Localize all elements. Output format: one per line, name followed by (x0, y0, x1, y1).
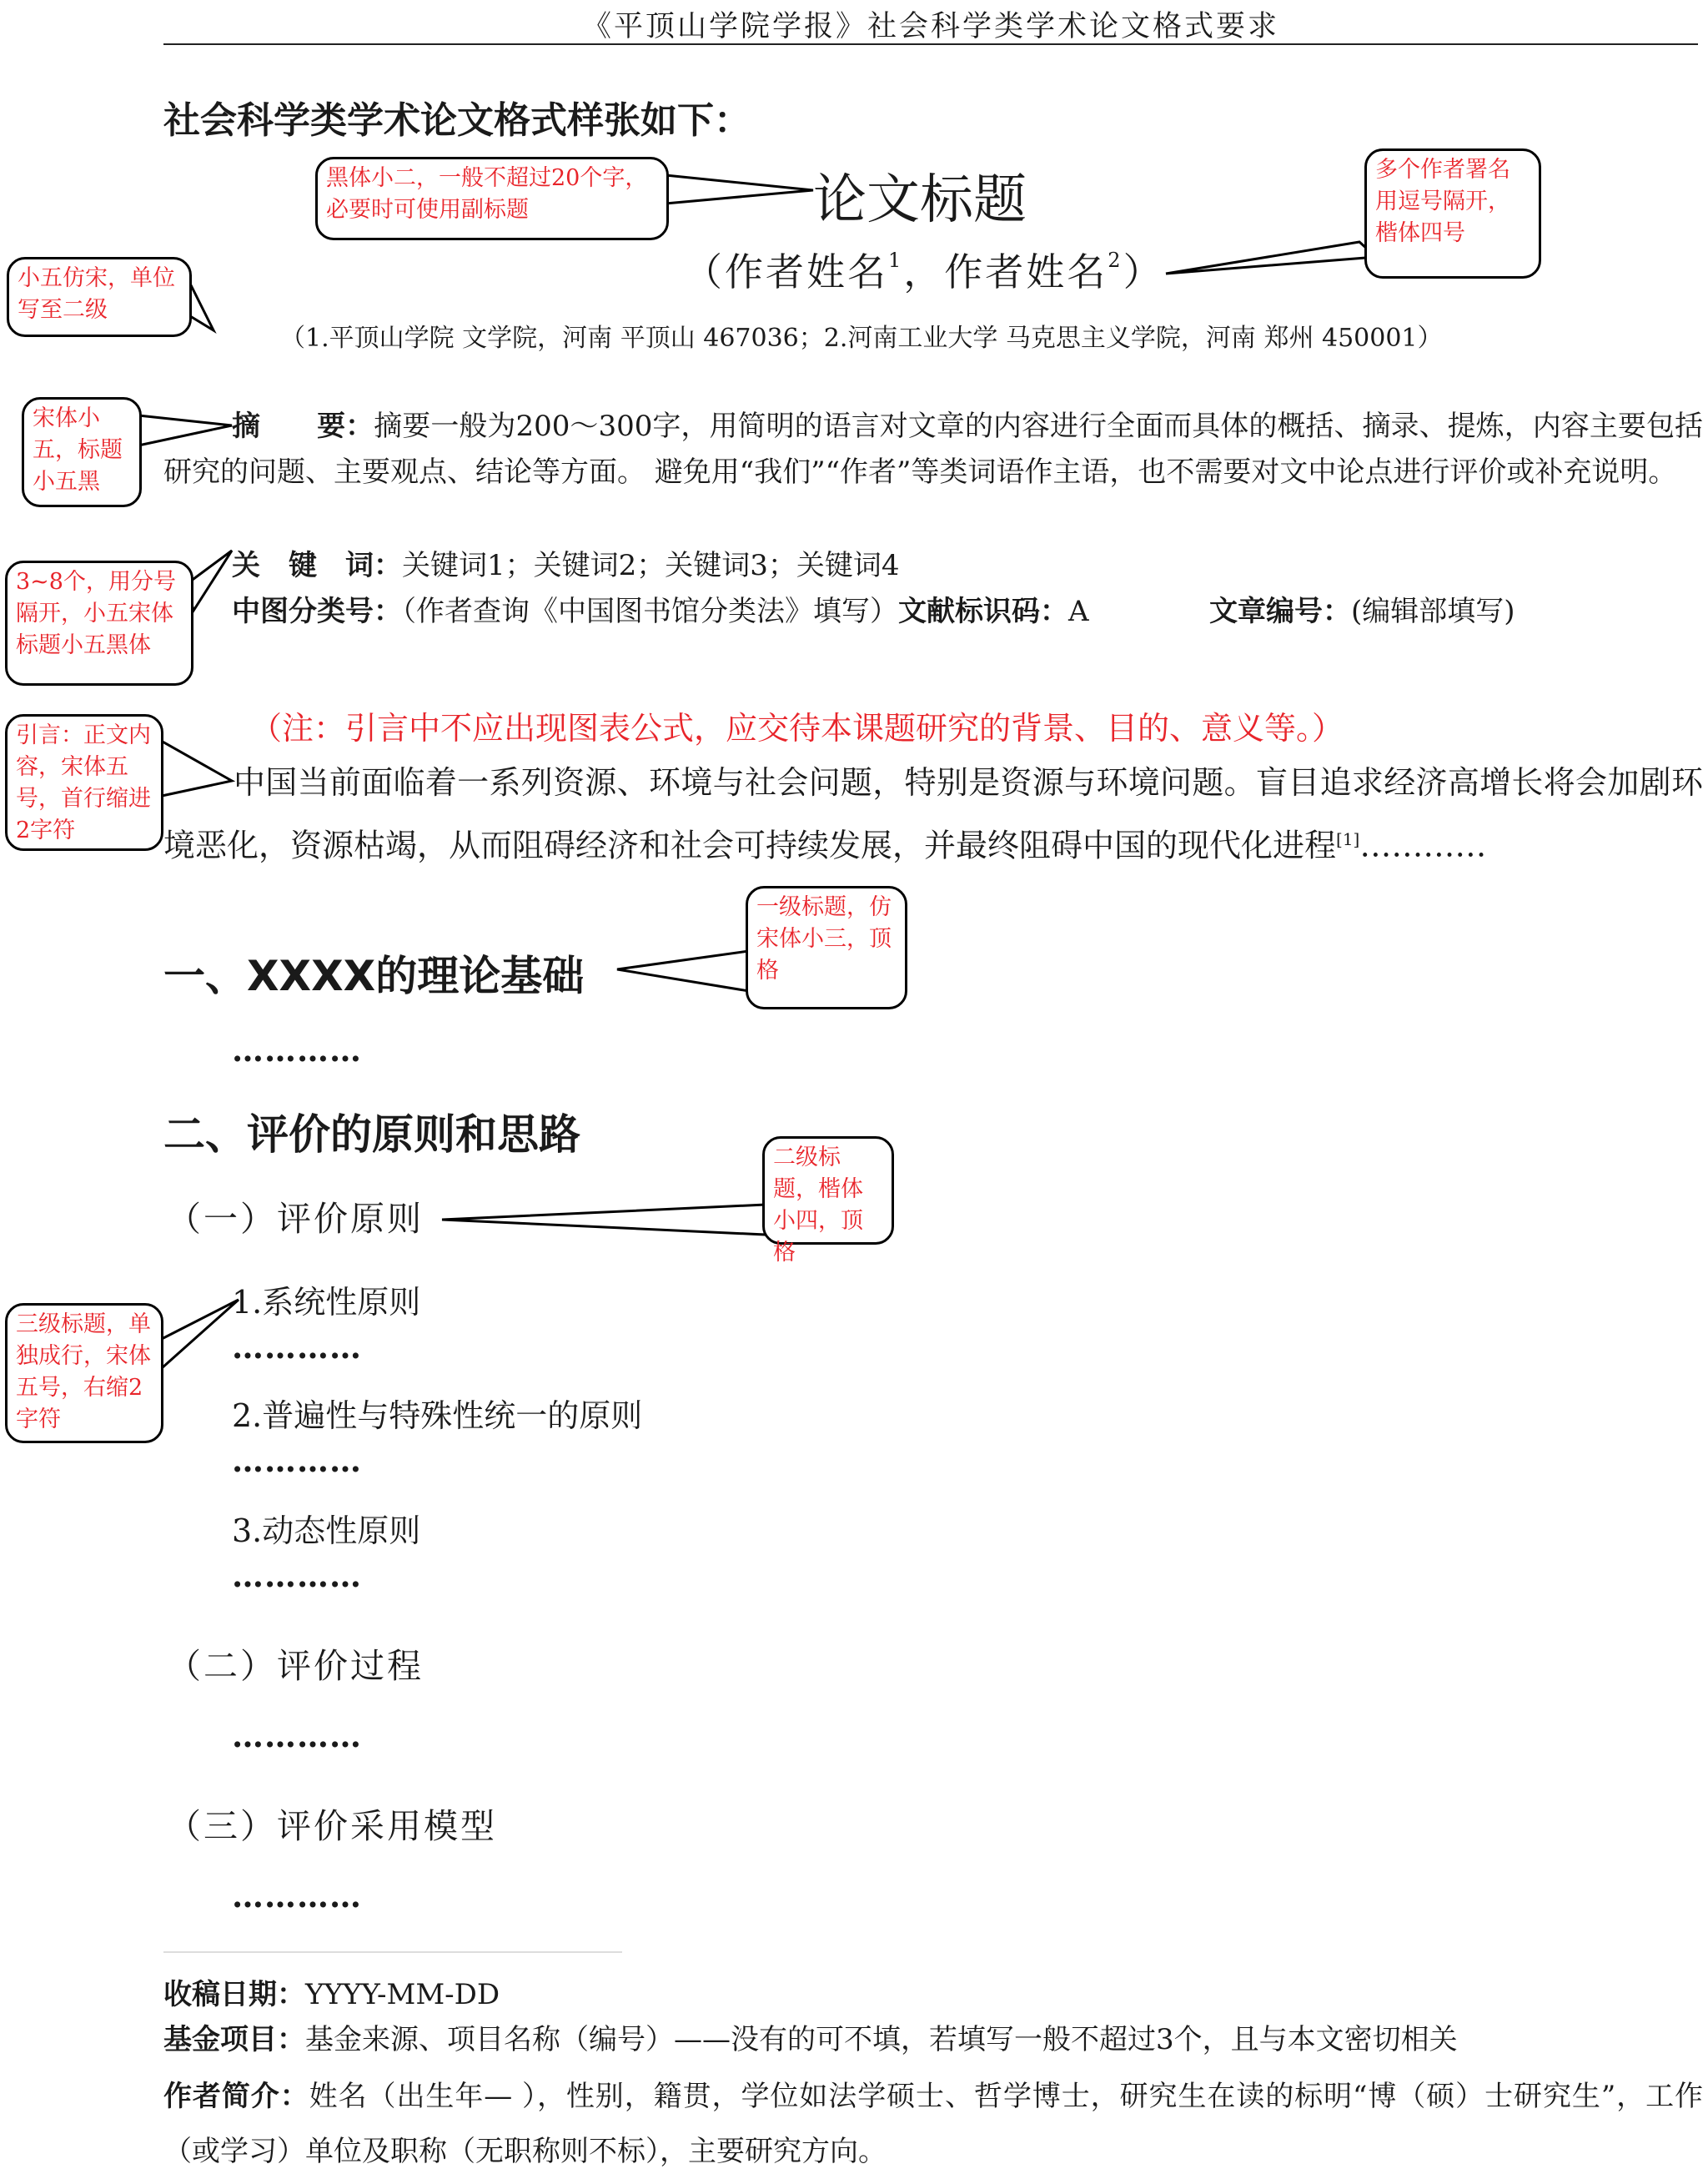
clc-text: （作者查询《中国图书馆分类法》填写） (402, 595, 898, 628)
bio-label: 作者简介： (163, 2080, 309, 2113)
pointer-abstract (138, 415, 232, 445)
ellipsis-2: ………… (232, 1328, 362, 1366)
callout-title-spec: 黑体小二，一般不超过20个字，必要时可使用副标题 (315, 157, 669, 240)
intro-text: 中国当前面临着一系列资源、环境与社会问题，特别是资源与环境问题。盲目追求经济高增长将会加剧环境恶化，资源枯竭，从而阻碍经济和社会可持续发展，并最终阻碍中国的现代化进程 (163, 764, 1703, 864)
article-no-label: 文章编号： (1209, 595, 1351, 628)
heading-1-first: 一、XXXX的理论基础 (163, 952, 585, 1000)
affiliation-line: （1.平顶山学院 文学院，河南 平顶山 467036；2.河南工业大学 马克思主义学院，河南 郑州 450001） (280, 324, 1443, 353)
fund-label: 基金项目： (163, 2023, 305, 2056)
callout-keywords-spec: 3~8个，用分号隔开，小五宋体标题小五黑体 (5, 561, 193, 686)
callout-affil-spec: 小五仿宋，单位写至二级 (7, 257, 192, 337)
author-name-1: 作者姓名 (725, 249, 888, 294)
heading-3-third: 3.动态性原则 (232, 1512, 421, 1549)
author-sup-1: 1 (888, 248, 904, 272)
received-label: 收稿日期： (163, 1978, 305, 2011)
fund-text: 基金来源、项目名称（编号）——没有的可不填，若填写一般不超过3个，且与本文密切相关 (305, 2023, 1458, 2056)
doc-code-text: A (1068, 595, 1089, 628)
intro-ellipsis: ………… (1359, 827, 1487, 864)
ellipsis-3: ………… (232, 1442, 362, 1479)
paper-title: 论文标题 (813, 169, 1027, 231)
ellipsis-5: ………… (232, 1717, 362, 1754)
section-intro-heading: 社会科学类学术论文格式样张如下： (163, 99, 751, 142)
doc-code-label: 文献标识码： (898, 595, 1068, 628)
callout-h1-spec: 一级标题，仿宋体小三，顶格 (746, 886, 907, 1009)
heading-2-second: （二）评价过程 (167, 1646, 424, 1686)
bio-text: 姓名（出生年— ），性别，籍贯，学位如法学硕士、哲学博士，研究生在读的标明“博（硕）士研究生”，工作（或学习）单位及职称（无职称则不标），主要研究方向。 (163, 2080, 1703, 2168)
pointer-title (666, 175, 813, 204)
pointer-h3 (157, 1300, 239, 1368)
pointer-keywords (187, 551, 232, 611)
ellipsis-4: ………… (232, 1557, 362, 1594)
callout-abstract-spec: 宋体小五，标题小五黑 (22, 397, 142, 507)
author-close: ） (1123, 249, 1164, 294)
pointer-h1 (617, 951, 749, 991)
heading-2-third: （三）评价采用模型 (167, 1806, 497, 1846)
pointer-authors (1166, 242, 1376, 274)
callout-authors-spec: 多个作者署名用逗号隔开，楷体四号 (1364, 148, 1541, 279)
author-separator: ， (903, 249, 945, 294)
intro-citation: [1] (1336, 829, 1360, 849)
callout-h3-spec: 三级标题，单独成行，宋体五号，右缩2字符 (5, 1303, 163, 1443)
heading-2-first: （一）评价原则 (167, 1199, 424, 1239)
ellipsis-6: ………… (232, 1877, 362, 1915)
pointer-intro (155, 737, 232, 796)
keywords-label: 关 键 词： (232, 549, 402, 582)
callout-h2-spec: 二级标题，楷体小四，顶格 (762, 1136, 894, 1245)
received-text: YYYY-MM-DD (305, 1978, 500, 2011)
author-name-2: 作者姓名 (944, 249, 1108, 294)
running-header: 《平顶山学院学报》社会科学类学术论文格式要求 (581, 10, 1279, 43)
clc-label: 中图分类号： (232, 595, 402, 628)
author-sup-2: 2 (1108, 248, 1123, 272)
ellipsis-1: ………… (232, 1031, 362, 1069)
callout-intro-spec: 引言：正文内容，宋体五号，首行缩进2字符 (5, 714, 163, 851)
author-open: （ (684, 249, 725, 294)
abstract-text: 摘要一般为200～300字，用简明的语言对文章的内容进行全面而具体的概括、摘录、提炼，内容主要包括研究的问题、主要观点、结论等方面。 避免用“我们”“作者”等类词语作主语，也不需要对文中论点进行评价或补充说明。 (163, 410, 1704, 489)
pointer-h2 (442, 1205, 766, 1235)
keywords-text: 关键词1；关键词2；关键词3；关键词4 (402, 549, 900, 582)
article-no-text: (编辑部填写) (1351, 595, 1515, 628)
heading-3-first: 1.系统性原则 (232, 1284, 421, 1321)
heading-3-second: 2.普遍性与特殊性统一的原则 (232, 1397, 643, 1434)
intro-note: （注：引言中不应出现图表公式，应交待本课题研究的背景、目的、意义等。） (250, 710, 1344, 747)
heading-1-second: 二、评价的原则和思路 (163, 1110, 580, 1159)
abstract-label: 摘 要： (232, 410, 374, 443)
